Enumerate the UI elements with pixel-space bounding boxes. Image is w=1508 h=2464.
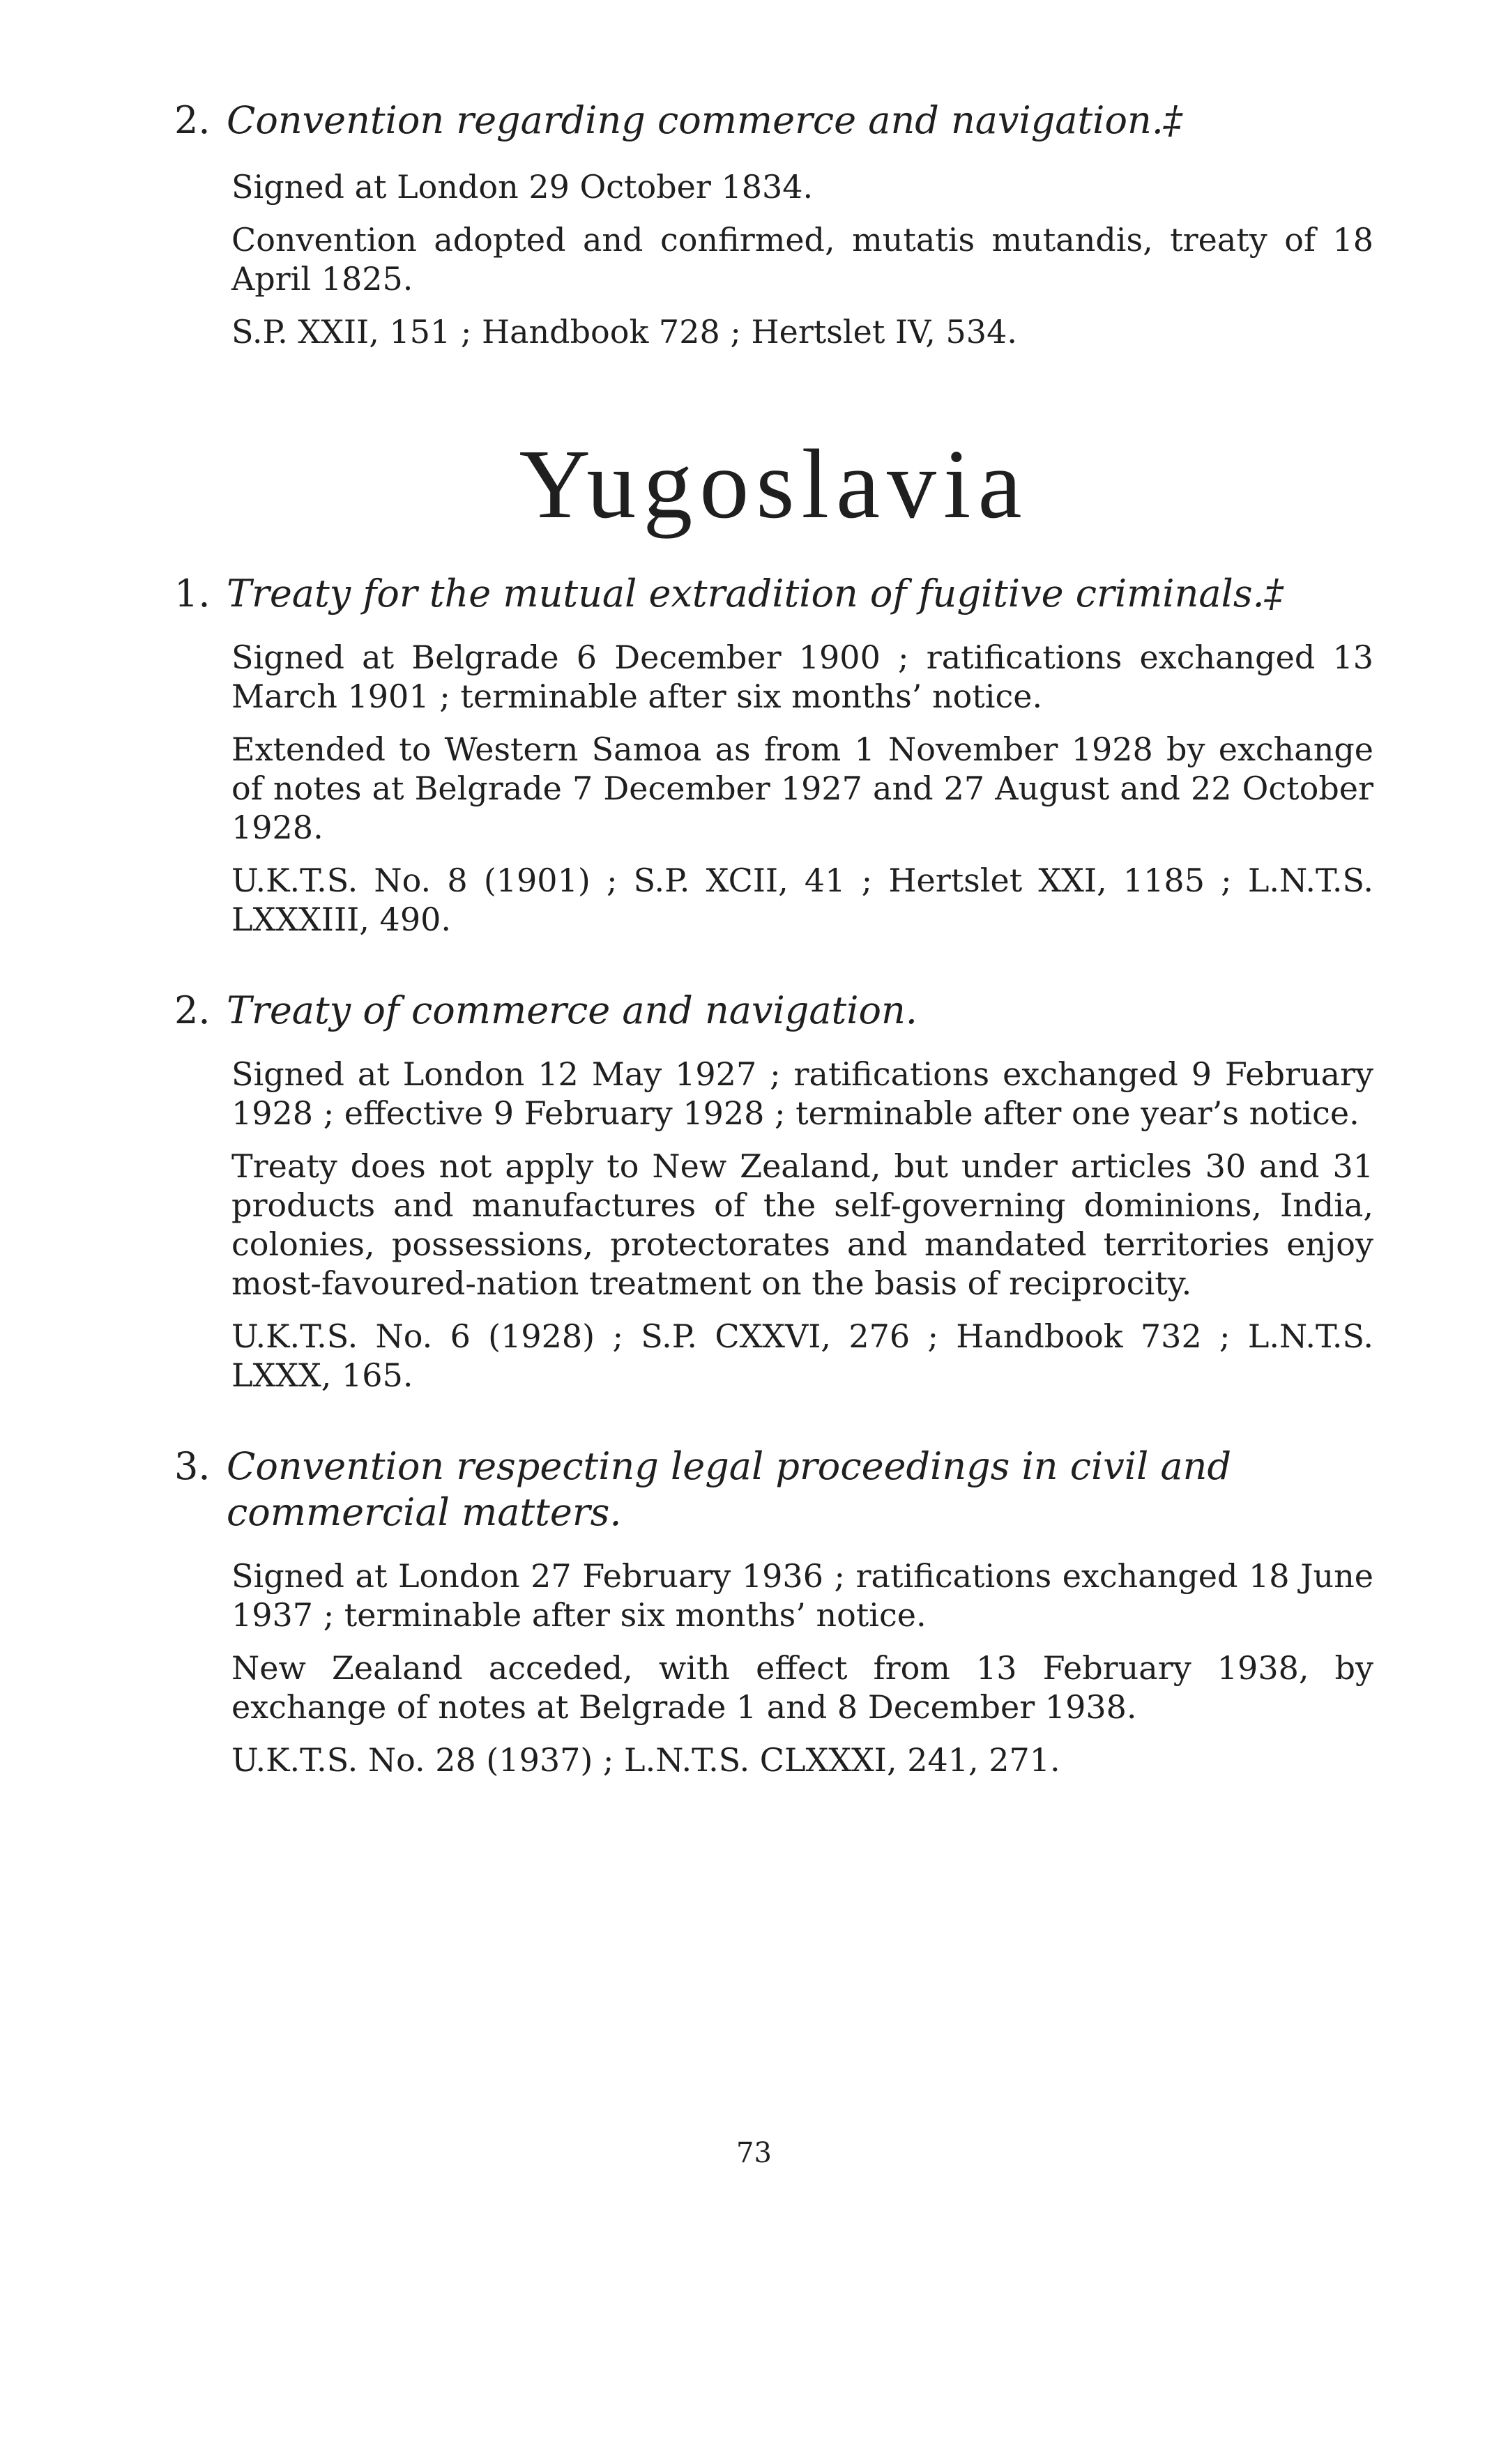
entry-number: 3. xyxy=(174,1444,211,1488)
entry-top xyxy=(174,98,1373,351)
page-number: 73 xyxy=(736,2137,772,2169)
entry-title: Convention respecting legal proceedings in civil and commercial matters. xyxy=(227,1444,1232,1534)
entry-paragraph: Signed at London 29 October 1834. xyxy=(231,168,814,206)
entry-number: 2. xyxy=(174,988,211,1032)
entry-paragraph: U.K.T.S. No. 28 (1937) ; L.N.T.S. CLXXXI, 241, 271. xyxy=(231,1741,1060,1779)
entry-paragraph: U.K.T.S. No. 8 (1901) ; S.P. XCII, 41 ; Hertslet XXI, 1185 ; L.N.T.S. LXXXIII, 490. xyxy=(231,862,1373,938)
entry-heading xyxy=(174,1444,1373,1536)
entry-paragraph: Treaty does not apply to New Zealand, but under articles 30 and 31 products and manufactures of the self-governing dominions, India, colonies, possessions, protectorates and mandated territories enjoy most-favoured-nation treatment on the basis of reciprocity. xyxy=(231,1147,1373,1302)
entry-paragraph: Signed at Belgrade 6 December 1900 ; ratifications exchanged 13 March 1901 ; terminable after six months’ notice. xyxy=(231,638,1373,715)
entry-title: Convention regarding commerce and navigation.‡ xyxy=(227,98,1182,142)
entry-2 xyxy=(174,988,1373,1395)
entry-paragraph: U.K.T.S. No. 6 (1928) ; S.P. CXXVI, 276 ; Handbook 732 ; L.N.T.S. LXXX, 165. xyxy=(231,1317,1373,1394)
entry-paragraph: Signed at London 12 May 1927 ; ratifications exchanged 9 February 1928 ; effective 9 February 1928 ; terminable after one year’s notice. xyxy=(231,1055,1373,1132)
entry-paragraph: Signed at London 27 February 1936 ; ratifications exchanged 18 June 1937 ; terminable after six months’ notice. xyxy=(231,1557,1373,1634)
entry-heading xyxy=(174,571,1373,617)
entry-number: 1. xyxy=(174,572,211,615)
entry-body xyxy=(231,638,1373,939)
entry-body xyxy=(231,1556,1373,1780)
entry-paragraph: Convention adopted and confirmed, mutatis mutandis, treaty of 18 April 1825. xyxy=(231,221,1373,298)
entry-heading xyxy=(174,98,1373,144)
entry-1 xyxy=(174,571,1373,939)
entry-paragraph: Extended to Western Samoa as from 1 November 1928 by exchange of notes at Belgrade 7 December 1927 and 27 August and 22 October 1928. xyxy=(231,730,1373,846)
entry-3 xyxy=(174,1444,1373,1780)
entry-title: Treaty of commerce and navigation. xyxy=(227,988,917,1032)
entry-paragraph: S.P. XXII, 151 ; Handbook 728 ; Hertslet IV, 534. xyxy=(231,313,1017,351)
entry-body xyxy=(231,167,1373,351)
entry-title: Treaty for the mutual extradition of fugitive criminals.‡ xyxy=(227,572,1284,615)
entry-number: 2. xyxy=(174,98,211,142)
entry-body xyxy=(231,1055,1373,1395)
entry-paragraph: New Zealand acceded, with effect from 13 February 1938, by exchange of notes at Belgrade 1 and 8 December 1938. xyxy=(231,1649,1373,1726)
section-title: Yugoslavia xyxy=(519,429,1029,539)
entry-heading xyxy=(174,988,1373,1034)
page-content xyxy=(174,98,1373,1780)
